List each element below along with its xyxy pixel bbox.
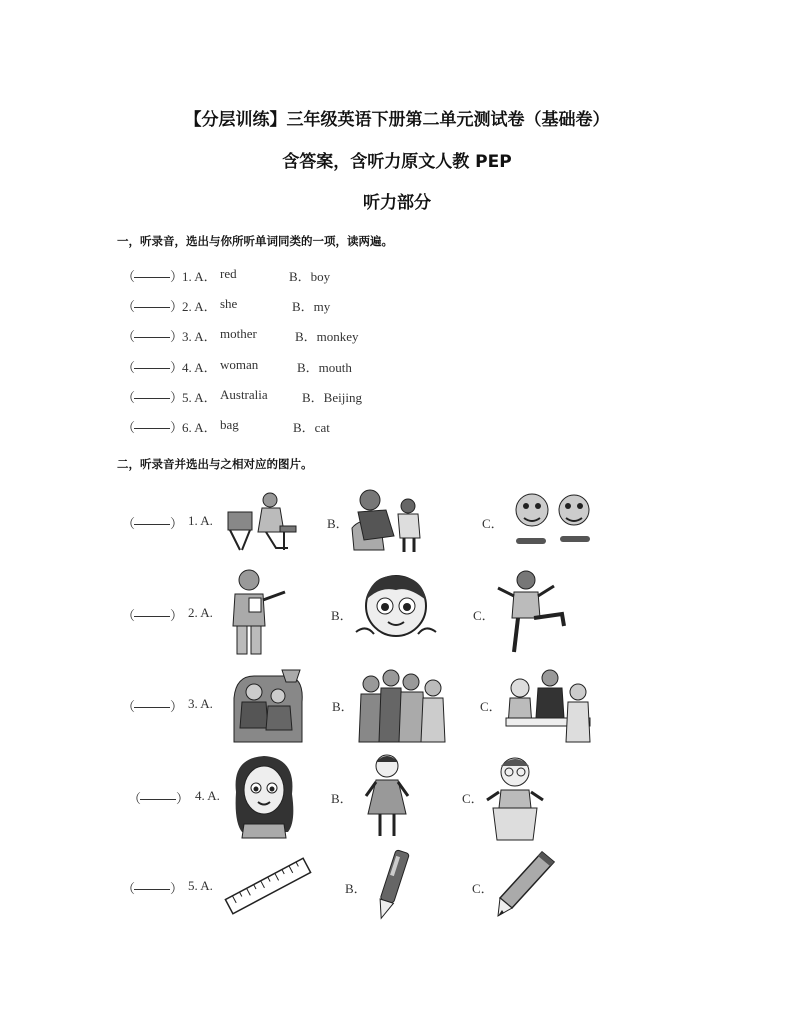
- option-b-label: B．: [332, 699, 354, 714]
- answer-blank[interactable]: [134, 878, 170, 894]
- man-and-boy-picture[interactable]: [350, 488, 428, 554]
- listening-part-heading: 听力部分: [363, 193, 431, 213]
- paren-close: ）: [170, 881, 184, 896]
- little-girl-picture[interactable]: [362, 752, 412, 840]
- animal-puppets-picture[interactable]: [508, 488, 600, 550]
- paren-open: （: [122, 269, 136, 284]
- question-number: 5. A.: [188, 878, 213, 893]
- ruler-picture[interactable]: [222, 852, 314, 920]
- paren-close: ）: [170, 390, 184, 405]
- paren-close: ）: [170, 699, 184, 714]
- woman-reading-picture[interactable]: [222, 488, 300, 554]
- option-b: B．monkey: [295, 329, 359, 344]
- paren-open: （: [128, 791, 142, 806]
- paren-close: ）: [170, 299, 184, 314]
- question-number: 6. A．: [182, 420, 217, 435]
- paren-close: ）: [170, 608, 184, 623]
- option-a: mother: [220, 326, 257, 341]
- option-b-label: B．: [331, 608, 353, 623]
- page-title: 【分层训练】三年级英语下册第二单元测试卷（基础卷）: [184, 110, 610, 130]
- question-number: 1. A.: [188, 513, 213, 528]
- paren-close: ）: [176, 791, 190, 806]
- girl-face-picture[interactable]: [352, 570, 440, 652]
- paren-open: （: [122, 390, 136, 405]
- option-b-label: B．: [327, 516, 349, 531]
- section1-heading: 一，听录音，选出与你所听单词同类的一项，读两遍。: [117, 234, 393, 248]
- paren-open: （: [122, 881, 136, 896]
- paren-open: （: [122, 420, 136, 435]
- paren-open: （: [122, 608, 136, 623]
- option-b-label: B．: [345, 881, 367, 896]
- group-of-people-picture[interactable]: [355, 666, 447, 744]
- paren-close: ）: [170, 269, 184, 284]
- paren-open: （: [122, 299, 136, 314]
- option-c-label: C．: [472, 881, 494, 896]
- paren-open: （: [122, 699, 136, 714]
- paren-close: ）: [170, 360, 184, 375]
- page-subtitle: 含答案，含听力原文人教 PEP: [282, 152, 512, 172]
- paren-close: ）: [170, 329, 184, 344]
- answer-blank[interactable]: [134, 696, 170, 712]
- question-number: 3. A.: [188, 696, 213, 711]
- answer-blank[interactable]: [134, 513, 170, 529]
- paren-close: ）: [170, 420, 184, 435]
- man-teacher-picture[interactable]: [225, 568, 295, 656]
- question-number: 5. A．: [182, 390, 217, 405]
- option-c-label: C．: [482, 516, 504, 531]
- option-c-label: C．: [462, 791, 484, 806]
- boy-at-podium-picture[interactable]: [483, 752, 547, 842]
- option-a: bag: [220, 417, 239, 432]
- option-a: woman: [220, 357, 259, 372]
- option-a: Australia: [220, 387, 268, 402]
- paren-open: （: [122, 360, 136, 375]
- question-number: 4. A．: [182, 360, 217, 375]
- question-number: 2. A．: [182, 299, 217, 314]
- pen-picture[interactable]: [374, 848, 410, 922]
- question-number: 4. A.: [195, 788, 220, 803]
- paren-close: ）: [170, 516, 184, 531]
- family-on-sofa-picture[interactable]: [232, 668, 306, 744]
- answer-blank[interactable]: [140, 788, 176, 804]
- paren-open: （: [122, 516, 136, 531]
- dancing-boy-picture[interactable]: [492, 568, 574, 656]
- question-number: 2. A.: [188, 605, 213, 620]
- option-b: B．Beijing: [302, 390, 362, 405]
- family-dinner-picture[interactable]: [502, 666, 594, 744]
- answer-blank[interactable]: [134, 605, 170, 621]
- woman-face-picture[interactable]: [230, 752, 300, 840]
- option-b: B．cat: [293, 420, 330, 435]
- option-b: B．my: [292, 299, 331, 314]
- paren-open: （: [122, 329, 136, 344]
- option-a: red: [220, 266, 237, 281]
- option-c-label: C．: [480, 699, 502, 714]
- section2-heading: 二，听录音并选出与之相对应的图片。: [117, 457, 313, 471]
- option-b-label: B．: [331, 791, 353, 806]
- option-b: B．boy: [289, 269, 331, 284]
- question-number: 1. A．: [182, 269, 217, 284]
- pencil-picture[interactable]: [494, 850, 558, 920]
- option-b: B．mouth: [297, 360, 352, 375]
- question-number: 3. A．: [182, 329, 217, 344]
- option-c-label: C．: [473, 608, 495, 623]
- option-a: she: [220, 296, 238, 311]
